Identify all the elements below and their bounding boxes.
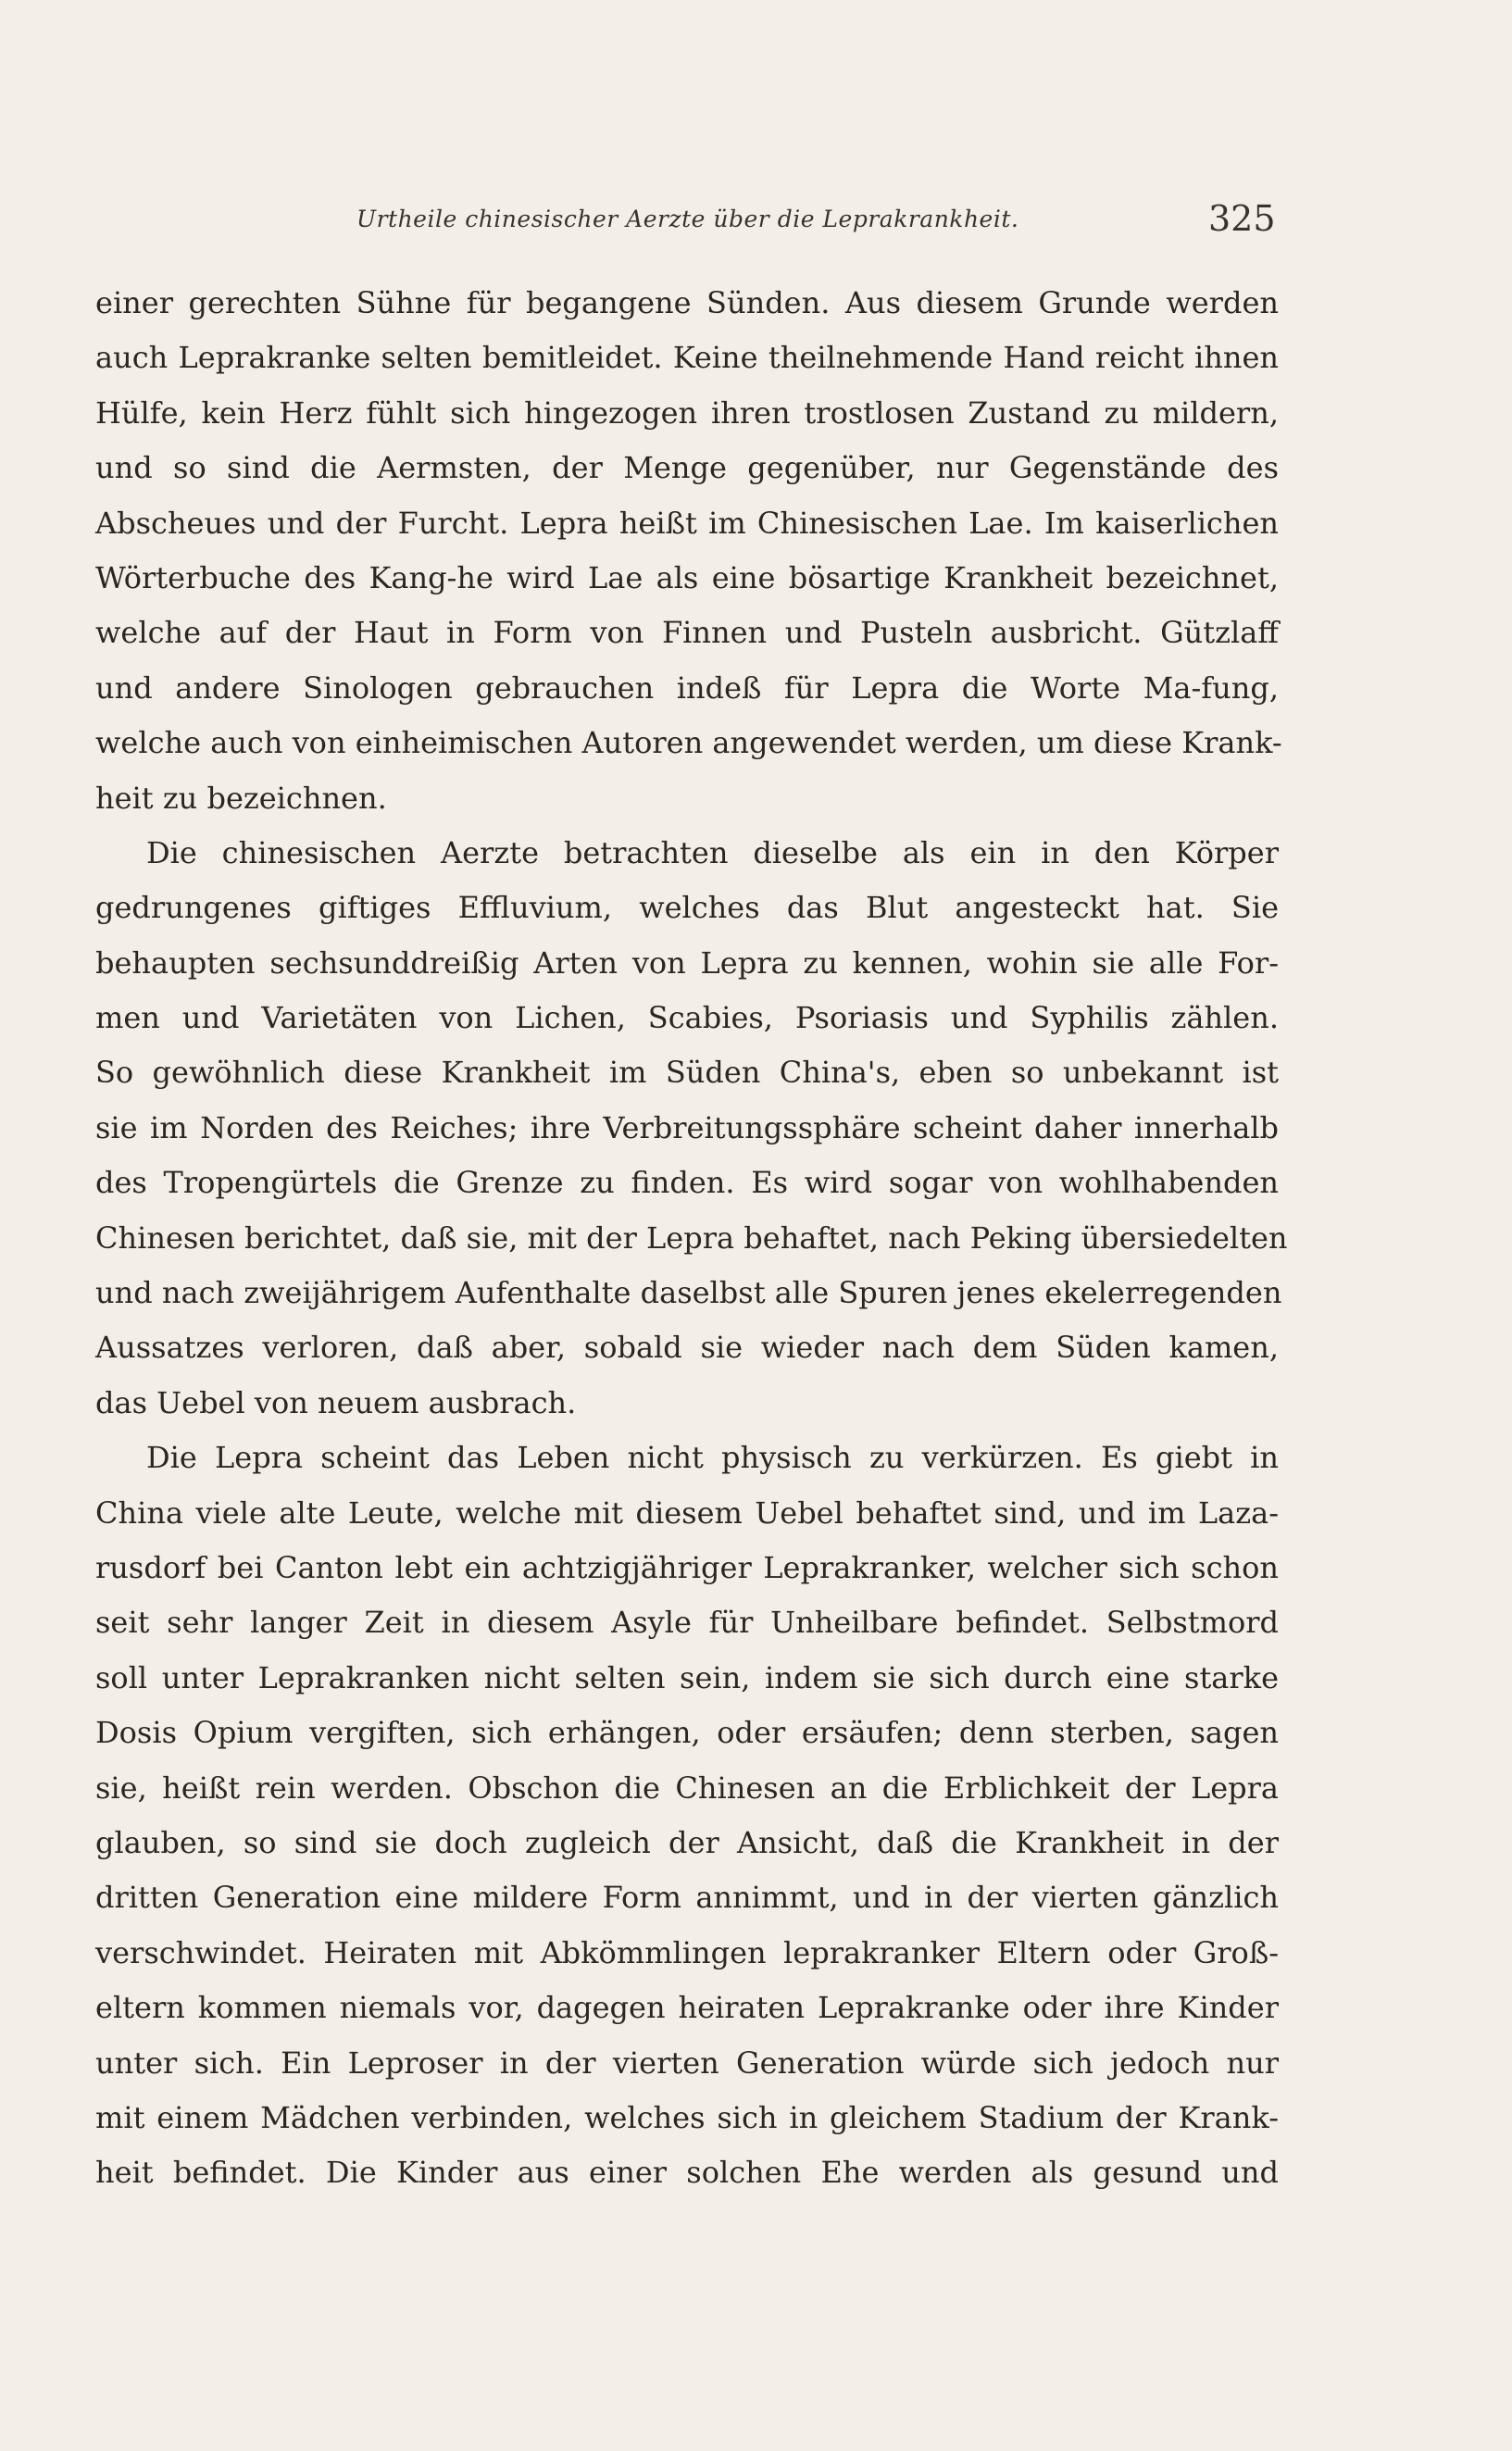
text-line: heit befindet. Die Kinder aus einer solchen Ehe werden als gesund und — [95, 2155, 1279, 2191]
text-line: unter sich. Ein Leproser in der vierten Generation würde sich jedoch nur — [95, 2045, 1279, 2081]
text-line: China viele alte Leute, welche mit diesem Uebel behaftet sind, und im Laza- — [95, 1494, 1279, 1531]
text-line: auch Leprakranke selten bemitleidet. Keine theilnehmende Hand reicht ihnen — [95, 340, 1279, 376]
running-head: Urtheile chinesischer Aerzte über die Leprakrankheit. — [356, 206, 1019, 232]
text-line: glauben, so sind sie doch zugleich der Ansicht, daß die Krankheit in der — [95, 1824, 1279, 1860]
text-line: men und Varietäten von Lichen, Scabies, Psoriasis und Syphilis zählen. — [95, 1000, 1279, 1036]
text-line: Hülfe, kein Herz fühlt sich hingezogen ihren trostlosen Zustand zu mildern, — [95, 394, 1279, 431]
text-line: sie im Norden des Reiches; ihre Verbreitungssphäre scheint daher innerhalb — [95, 1109, 1279, 1145]
text-line: welche auf der Haut in Form von Finnen und Pusteln ausbricht. Gützlaff — [95, 615, 1279, 651]
text-line: seit sehr langer Zeit in diesem Asyle für Unheilbare befindet. Selbstmord — [95, 1605, 1279, 1641]
text-line: behaupten sechsunddreißig Arten von Lepra zu kennen, wohin sie alle For- — [95, 944, 1279, 981]
text-line: Abscheues und der Furcht. Lepra heißt im Chinesischen Lae. Im kaiserlichen — [95, 505, 1279, 541]
text-line: gedrungenes giftiges Effluvium, welches das Blut angesteckt hat. Sie — [95, 890, 1279, 926]
text-line: soll unter Leprakranken nicht selten sein, indem sie sich durch eine starke — [95, 1659, 1279, 1695]
text-line: das Uebel von neuem ausbrach. — [95, 1384, 577, 1420]
body-text — [95, 276, 1288, 2201]
text-line: Dosis Opium vergiften, sich erhängen, oder ersäufen; denn sterben, sagen — [95, 1715, 1279, 1751]
text-line: So gewöhnlich diese Krankheit im Süden China's, eben so unbekannt ist — [95, 1055, 1279, 1091]
text-line: Die chinesischen Aerzte betrachten dieselbe als ein in den Körper — [146, 834, 1279, 870]
text-line: verschwindet. Heiraten mit Abkömmlingen leprakranker Eltern oder Groß- — [95, 1934, 1279, 1970]
text-line: eltern kommen niemals vor, dagegen heiraten Leprakranke oder ihre Kinder — [95, 1990, 1279, 2026]
text-line: mit einem Mädchen verbinden, welches sich in gleichem Stadium der Krank- — [95, 2099, 1279, 2135]
text-line: rusdorf bei Canton lebt ein achtzigjähriger Leprakranker, welcher sich schon — [95, 1549, 1279, 1585]
text-line: und nach zweijährigem Aufenthalte daselbst alle Spuren jenes ekelerregenden — [95, 1275, 1282, 1311]
text-line: sie, heißt rein werden. Obschon die Chinesen an die Erblichkeit der Lepra — [95, 1769, 1279, 1806]
text-line: Chinesen berichtet, daß sie, mit der Lepra behaftet, nach Peking übersiedelten — [95, 1219, 1288, 1256]
text-line: dritten Generation eine mildere Form annimmt, und in der vierten gänzlich — [95, 1880, 1279, 1916]
text-line: Wörterbuche des Kang-he wird Lae als eine bösartige Krankheit bezeichnet, — [95, 559, 1279, 595]
text-line: einer gerechten Sühne für begangene Sünden. Aus diesem Grunde werden — [95, 285, 1279, 320]
text-line: und so sind die Aermsten, der Menge gegenüber, nur Gegenstände des — [95, 450, 1279, 486]
text-line: heit zu bezeichnen. — [95, 780, 387, 816]
page-number: 325 — [1208, 198, 1276, 239]
text-line: Die Lepra scheint das Leben nicht physisch zu verkürzen. Es giebt in — [146, 1440, 1279, 1476]
text-line: welche auch von einheimischen Autoren angewendet werden, um diese Krank- — [95, 725, 1282, 761]
text-line: Aussatzes verloren, daß aber, sobald sie wieder nach dem Süden kamen, — [95, 1330, 1279, 1366]
text-line: und andere Sinologen gebrauchen indeß für Lepra die Worte Ma-fung, — [95, 669, 1279, 706]
text-line: des Tropengürtels die Grenze zu finden. Es wird sogar von wohlhabenden — [95, 1165, 1279, 1201]
